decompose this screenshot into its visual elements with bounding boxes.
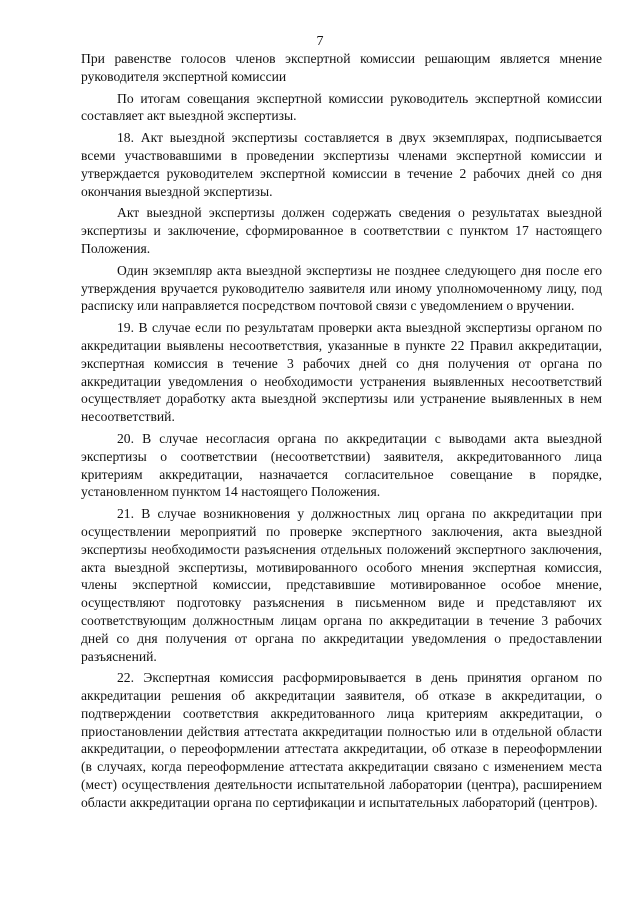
paragraph-19: 19. В случае если по результатам проверки акта выездной экспертизы органом по аккредитации выявлены несоответствия, указанные в пункте 22 Правил аккредитации, экспертная комиссия в течение 3 рабочих дней со дня получения от органа по аккредитации уведомления о необходимости устранения выявленных несоответствий осуществляет доработку акта выездной экспертизы или устранение выявленных в нем несоответствий. <box>81 320 602 425</box>
paragraph-21: 21. В случае возникновения у должностных лиц органа по аккредитации при осуществлении мероприятий по проверке экспертного заключения, акта выездной экспертизы необходимости разъяснения отдельных положений экспертного заключения, акта выездной экспертизы, мотивированного особого мнения экспертная комиссия, члены экспертной комиссии, представившие мотивированное особое мнение, осуществляют подготовку разъяснения в письменном виде и представляют их соответствующим должностным лицам органа по аккредитации в течение 3 рабочих дней со дня получения от органа по аккредитации уведомления о предоставлении разъяснений. <box>81 506 602 664</box>
paragraph-act-contents: Акт выездной экспертизы должен содержать сведения о результатах выездной экспертизы и заключение, сформированное в соответствии с пунктом 17 настоящего Положения. <box>81 205 602 256</box>
paragraph-meeting-results: По итогам совещания экспертной комиссии руководитель экспертной комиссии составляет акт выездной экспертизы. <box>81 90 602 124</box>
paragraph-18: 18. Акт выездной экспертизы составляется в двух экземплярах, подписывается всеми участвовавшими в проведении экспертизы членами экспертной комиссии и утверждается руководителем экспертной комиссии в течение 2 рабочих дней со дня окончания выездной экспертизы. <box>81 130 602 199</box>
paragraph-voting-tie: При равенстве голосов членов экспертной комиссии решающим является мнение руководителя экспертной комиссии <box>81 51 602 84</box>
paragraph-22: 22. Экспертная комиссия расформировывается в день принятия органом по аккредитации решения об аккредитации заявителя, об отказе в аккредитации, о подтверждении соответствия аккредитованного лица критериям аккредитации, о приостановлении действия аттестата аккредитации полностью или в отдельной области аккредитации, о переоформлении аттестата аккредитации, об отказе в переоформлении (в случаях, когда переоформление аттестата аккредитации связано с изменением места (мест) осуществления деятельности испытательной лаборатории (центра), расширением области аккредитации органа по сертификации и испытательных лабораторий (центров). <box>81 670 602 810</box>
paragraph-20: 20. В случае несогласия органа по аккредитации с выводами акта выездной экспертизы о соответствии (несоответствии) заявителя, аккредитованного лица критериям аккредитации, назначается согласительное совещание в порядке, установленном пунктом 14 настоящего Положения. <box>81 430 602 500</box>
document-body <box>81 50 602 816</box>
page-number: 7 <box>316 34 324 49</box>
paragraph-act-delivery: Один экземпляр акта выездной экспертизы не позднее следующего дня после его утверждения вручается руководителю заявителя или иному уполномоченному лицу, под расписку или направляется посредством почтовой связи с уведомлением о вручении. <box>81 262 602 314</box>
